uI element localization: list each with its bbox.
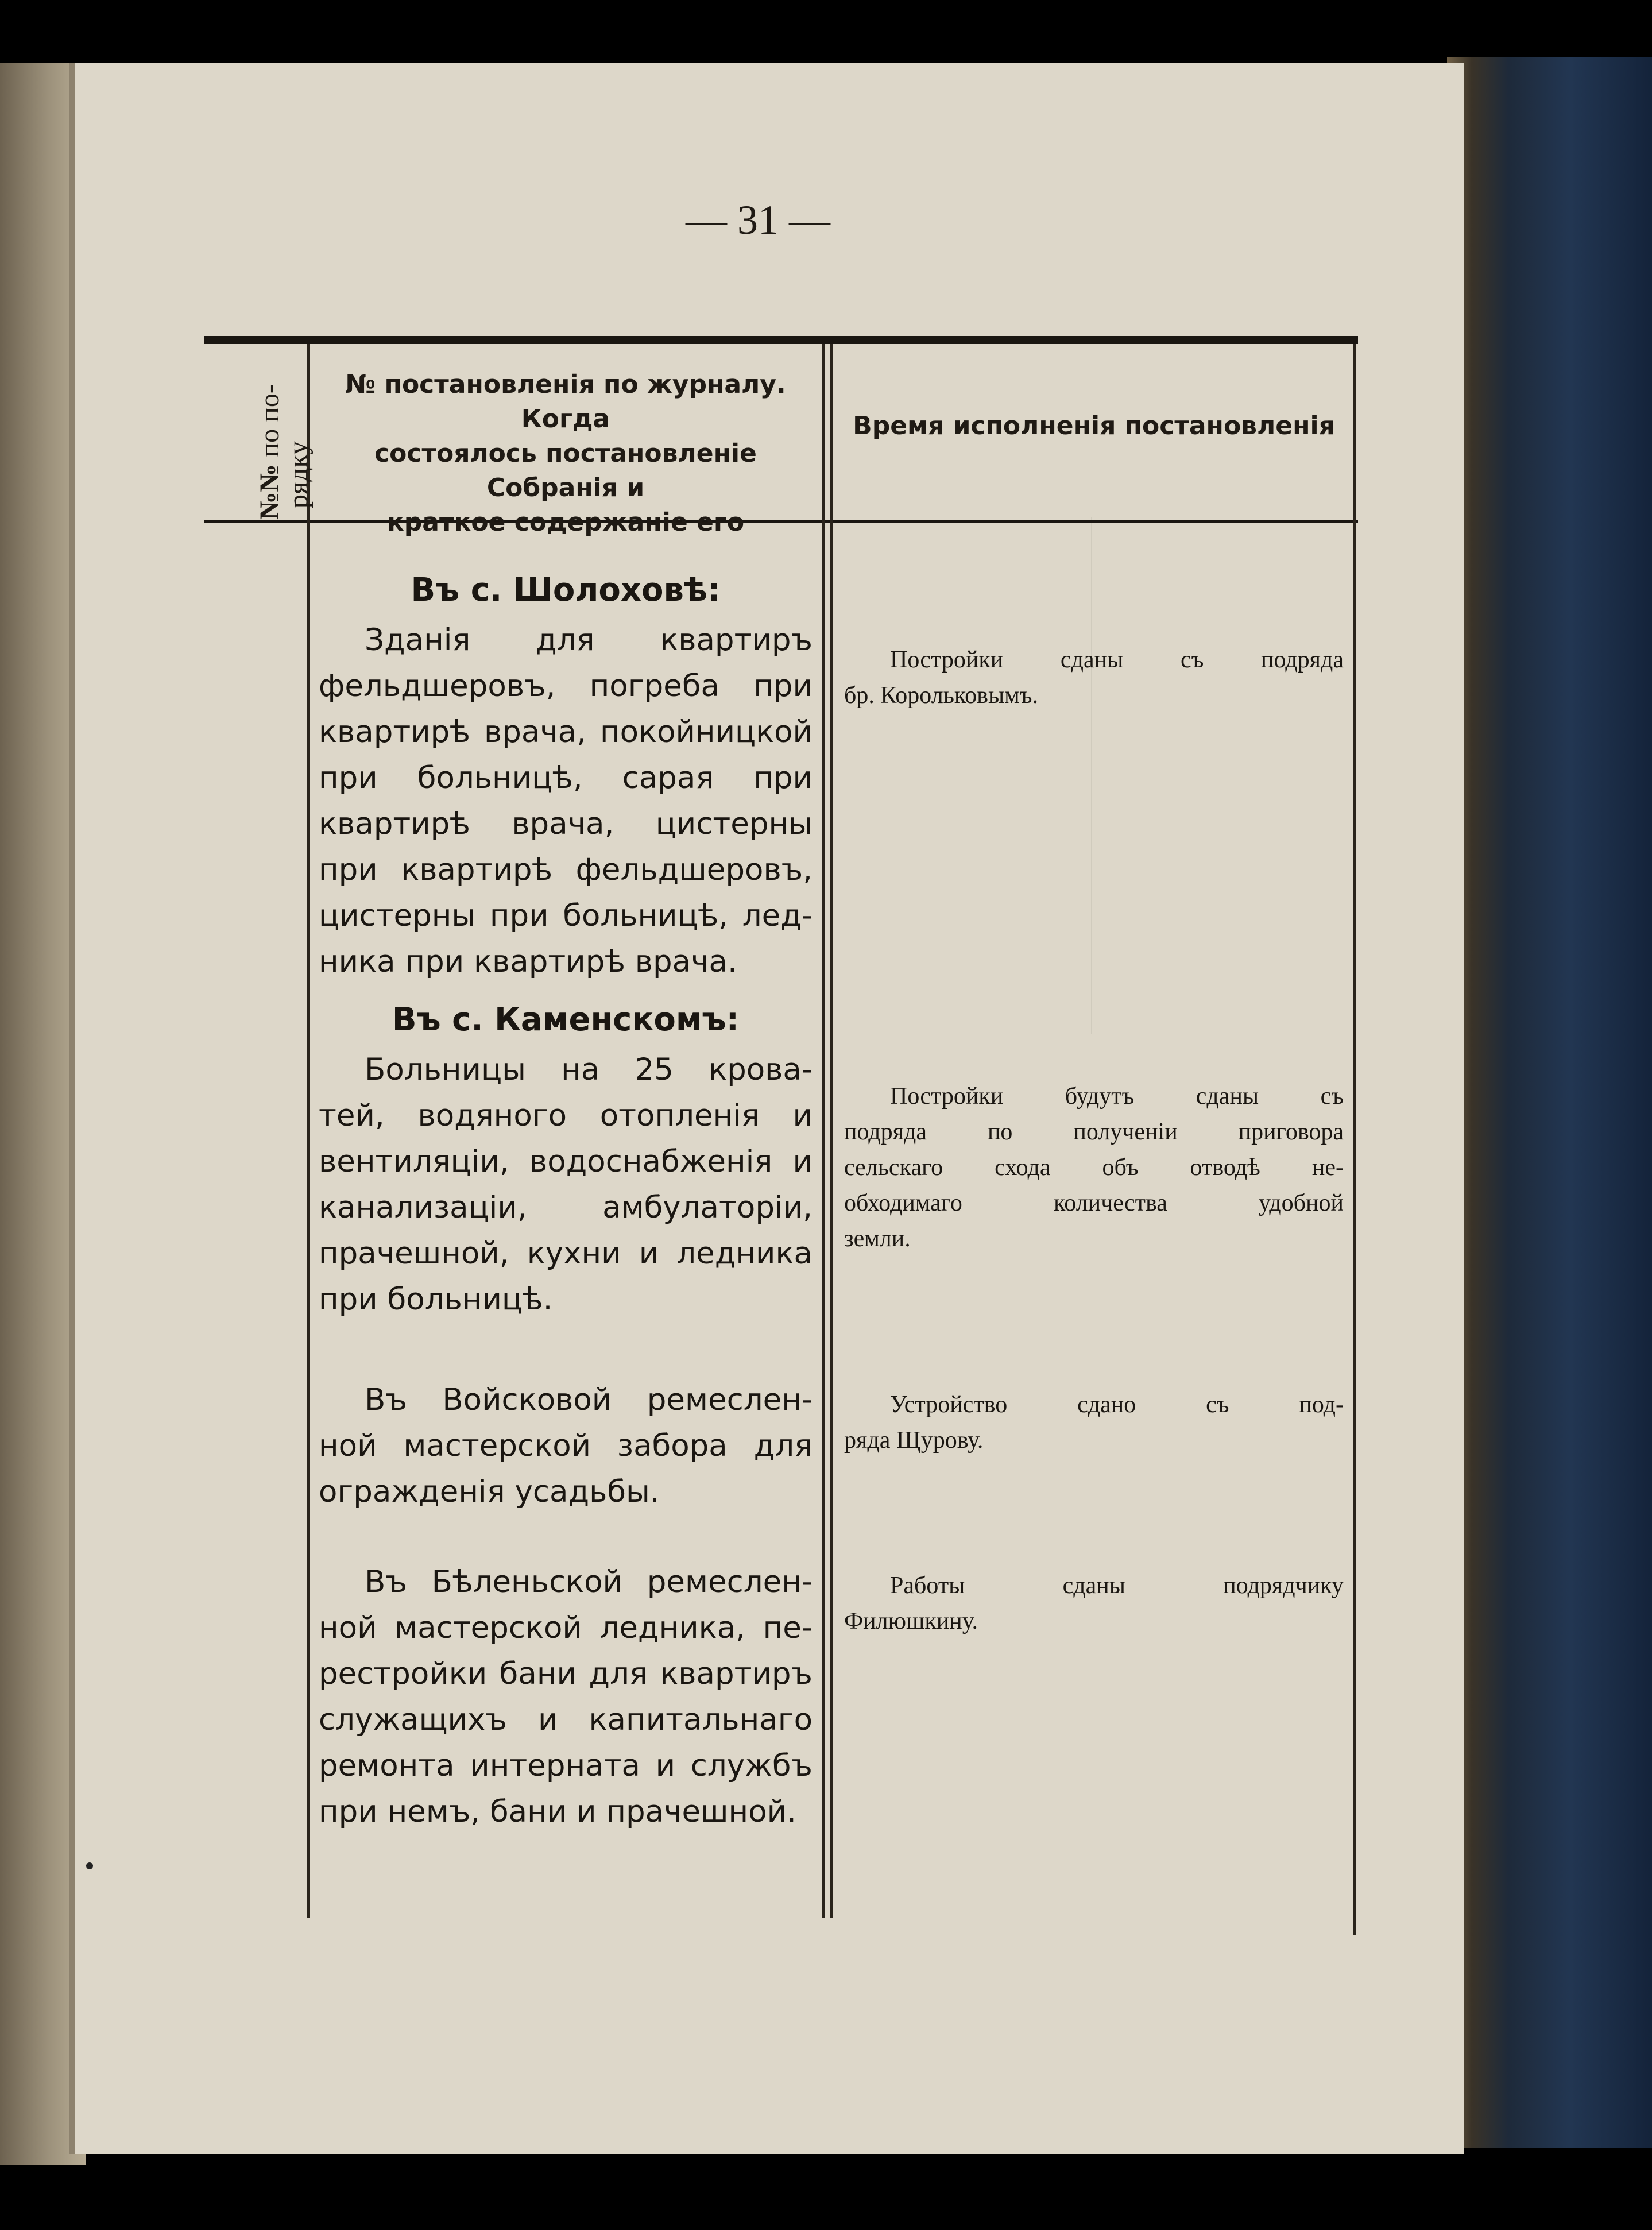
result-line: Постройки будутъ сданы съ [890, 1083, 1344, 1110]
text-line: огражденія усадьбы. [319, 1474, 660, 1509]
book-cover-edge [1447, 57, 1652, 2148]
column-1-header [254, 347, 314, 520]
text-line: ремонта интерната и службъ [319, 1748, 813, 1783]
result-line: ряда Щурову. [844, 1427, 984, 1454]
result-line: обходимаго количества удобной [844, 1190, 1344, 1216]
section-text-sholokhov [319, 617, 813, 985]
section-text-belenskaya [319, 1559, 813, 1835]
page-number: — 31 — [686, 197, 830, 243]
table-top-rule [204, 336, 1358, 344]
text-line: прачешной, кухни и ледника [319, 1236, 813, 1271]
column-1-header-part-c: рядку [283, 440, 314, 508]
result-line: сельскаго схода объ отводѣ не- [844, 1154, 1344, 1181]
text-line: при больницѣ, сарая при [319, 760, 813, 795]
text-line: ной мастерской ледника, пе- [319, 1610, 813, 1645]
column-1-header-part-a: №№ [254, 464, 285, 520]
text-line: цистерны при больницѣ, лед- [319, 898, 813, 933]
section-heading-kamenskoe: Въ с. Каменскомъ: [392, 1001, 740, 1038]
section-heading-sholokhov: Въ с. Шолоховѣ: [411, 571, 721, 609]
column-divider-1 [307, 344, 310, 1918]
result-sholokhov [844, 642, 1344, 713]
text-line: Въ Войсковой ремеслен- [365, 1382, 813, 1417]
text-line: ной мастерской забора для [319, 1428, 813, 1463]
text-line: рестройки бани для квартиръ [319, 1656, 813, 1691]
column-3-header: Время исполненія постановленія [853, 411, 1335, 440]
text-line: квартирѣ врача, цистерны [319, 806, 813, 841]
text-line: тей, водяного отопленія и [319, 1098, 813, 1133]
result-voiskovaya [844, 1387, 1344, 1458]
result-line: бр. Корольковымъ. [844, 682, 1038, 709]
text-line: служащихъ и капитальнаго [319, 1702, 813, 1737]
text-line: Зданія для квартиръ [365, 623, 813, 658]
ink-speck [86, 1862, 93, 1869]
text-line: вентиляціи, водоснабженія и [319, 1144, 813, 1179]
column-divider-2b [830, 344, 833, 1918]
result-line: Работы сданы подрядчику [890, 1572, 1344, 1599]
result-line: подряда по полученіи приговора [844, 1119, 1344, 1145]
result-line: земли. [844, 1226, 911, 1252]
text-line: при немъ, бани и прачешной. [319, 1794, 796, 1829]
text-line: Больницы на 25 крова- [365, 1052, 813, 1087]
text-line: при больницѣ. [319, 1282, 553, 1317]
column-1-header-part-b: по по- [254, 384, 285, 465]
bleed-through [1091, 517, 1350, 1034]
text-line: при квартирѣ фельдшеровъ, [319, 852, 813, 887]
column-divider-2a [822, 344, 825, 1918]
section-text-kamenskoe [319, 1047, 813, 1323]
result-kamenskoe [844, 1079, 1344, 1257]
column-2-header-line: краткое содержаніе его [386, 508, 745, 537]
result-line: Устройство сдано съ под- [890, 1392, 1344, 1418]
text-line: фельдшеровъ, погреба при [319, 668, 813, 704]
column-2-header [319, 368, 813, 540]
result-line: Филюшкину. [844, 1608, 978, 1634]
column-2-header-line: № постановленія по журналу. Когда [345, 370, 786, 434]
text-line: квартирѣ врача, покойницкой [319, 714, 813, 749]
column-2-header-line: состоялось постановленіе Собранія и [374, 439, 757, 503]
result-line: Постройки сданы съ подряда [890, 647, 1344, 673]
text-line: Въ Бѣленьской ремеслен- [365, 1564, 813, 1599]
column-divider-3 [1353, 344, 1356, 1935]
section-text-voiskovaya [319, 1377, 813, 1515]
result-belenskaya [844, 1568, 1344, 1639]
text-line: ника при квартирѣ врача. [319, 944, 737, 979]
text-line: канализаціи, амбулаторіи, [319, 1190, 813, 1225]
